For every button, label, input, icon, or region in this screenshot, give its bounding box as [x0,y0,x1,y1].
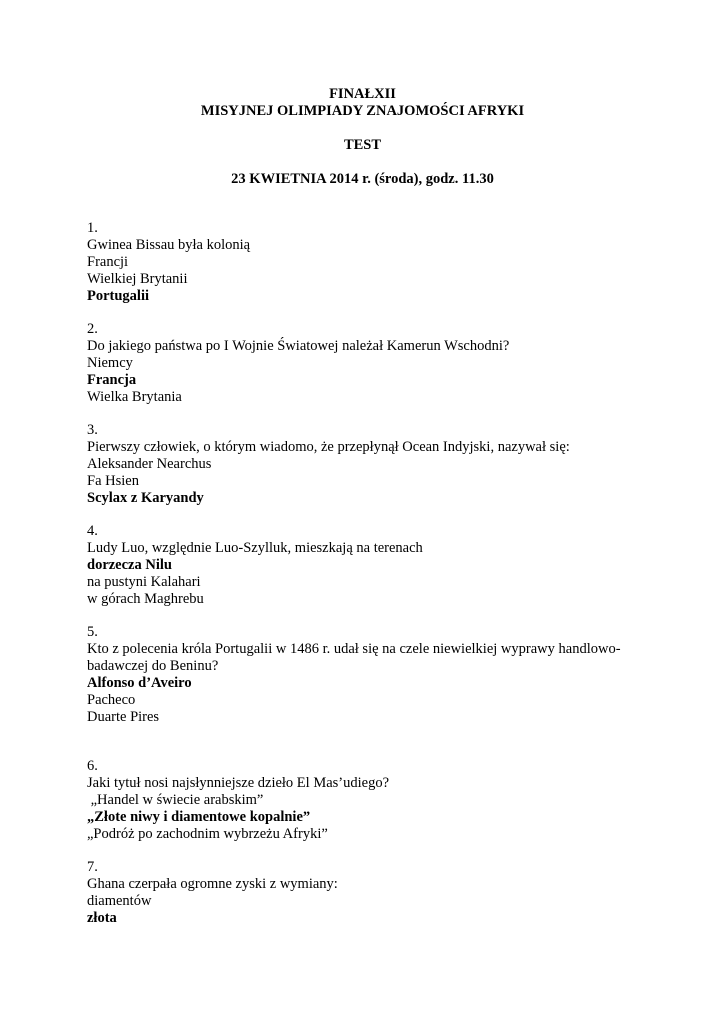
answer-option-correct: złota [87,910,117,926]
answer-option: Fa Hsien [87,473,139,489]
question-1 [87,220,647,305]
question-text: Ghana czerpała ogromne zyski z wymiany: [87,876,338,892]
header-title-line-1: FINAŁXII [329,86,396,102]
question-text-continued: badawczej do Beninu? [87,658,219,674]
question-5 [87,624,647,726]
question-text: Do jakiego państwa po I Wojnie Światowej należał Kamerun Wschodni? [87,338,510,354]
answer-option: „Podróż po zachodnim wybrzeżu Afryki” [87,826,328,842]
question-6 [87,758,647,843]
answer-option: w górach Maghrebu [87,591,204,607]
answer-option: Wielkiej Brytanii [87,271,188,287]
question-text: Pierwszy człowiek, o którym wiadomo, że przepłynął Ocean Indyjski, nazywał się: [87,439,570,455]
answer-option-correct: dorzecza Nilu [87,557,172,573]
answer-option-correct: Francja [87,372,137,388]
answer-option-correct: Alfonso d’Aveiro [87,675,192,691]
question-text: Gwinea Bissau była kolonią [87,237,251,253]
question-number: 7. [87,859,98,875]
question-4 [87,523,647,608]
answer-option: Pacheco [87,692,136,708]
question-text: Jaki tytuł nosi najsłynniejsze dzieło El Mas’udiego? [87,775,390,791]
question-text: Kto z polecenia króla Portugalii w 1486 r. udał się na czele niewielkiej wyprawy handlowo- [87,641,621,657]
answer-option: Aleksander Nearchus [87,456,212,472]
header-date: 23 KWIETNIA 2014 r. (środa), godz. 11.30 [231,171,494,187]
answer-option: Wielka Brytania [87,389,182,405]
question-2 [87,321,647,406]
header-title-line-2: MISYJNEJ OLIMPIADY ZNAJOMOŚCI AFRYKI [200,103,525,119]
answer-option-correct: „Złote niwy i diamentowe kopalnie” [87,809,311,825]
answer-option: „Handel w świecie arabskim” [87,792,264,808]
question-number: 3. [87,422,98,438]
question-number: 4. [87,523,98,539]
answer-option: na pustyni Kalahari [87,574,201,590]
question-number: 6. [87,758,98,774]
answer-option-correct: Portugalii [87,288,150,304]
question-number: 5. [87,624,98,640]
question-text: Ludy Luo, względnie Luo-Szylluk, mieszkają na terenach [87,540,423,556]
answer-option: Francji [87,254,129,270]
answer-option-correct: Scylax z Karyandy [87,490,204,506]
answer-option: Duarte Pires [87,709,160,725]
answer-option: diamentów [87,893,152,909]
header-test-label: TEST [343,137,382,153]
question-number: 2. [87,321,98,337]
question-3 [87,422,647,507]
question-number: 1. [87,220,98,236]
question-7 [87,859,647,927]
answer-option: Niemcy [87,355,133,371]
